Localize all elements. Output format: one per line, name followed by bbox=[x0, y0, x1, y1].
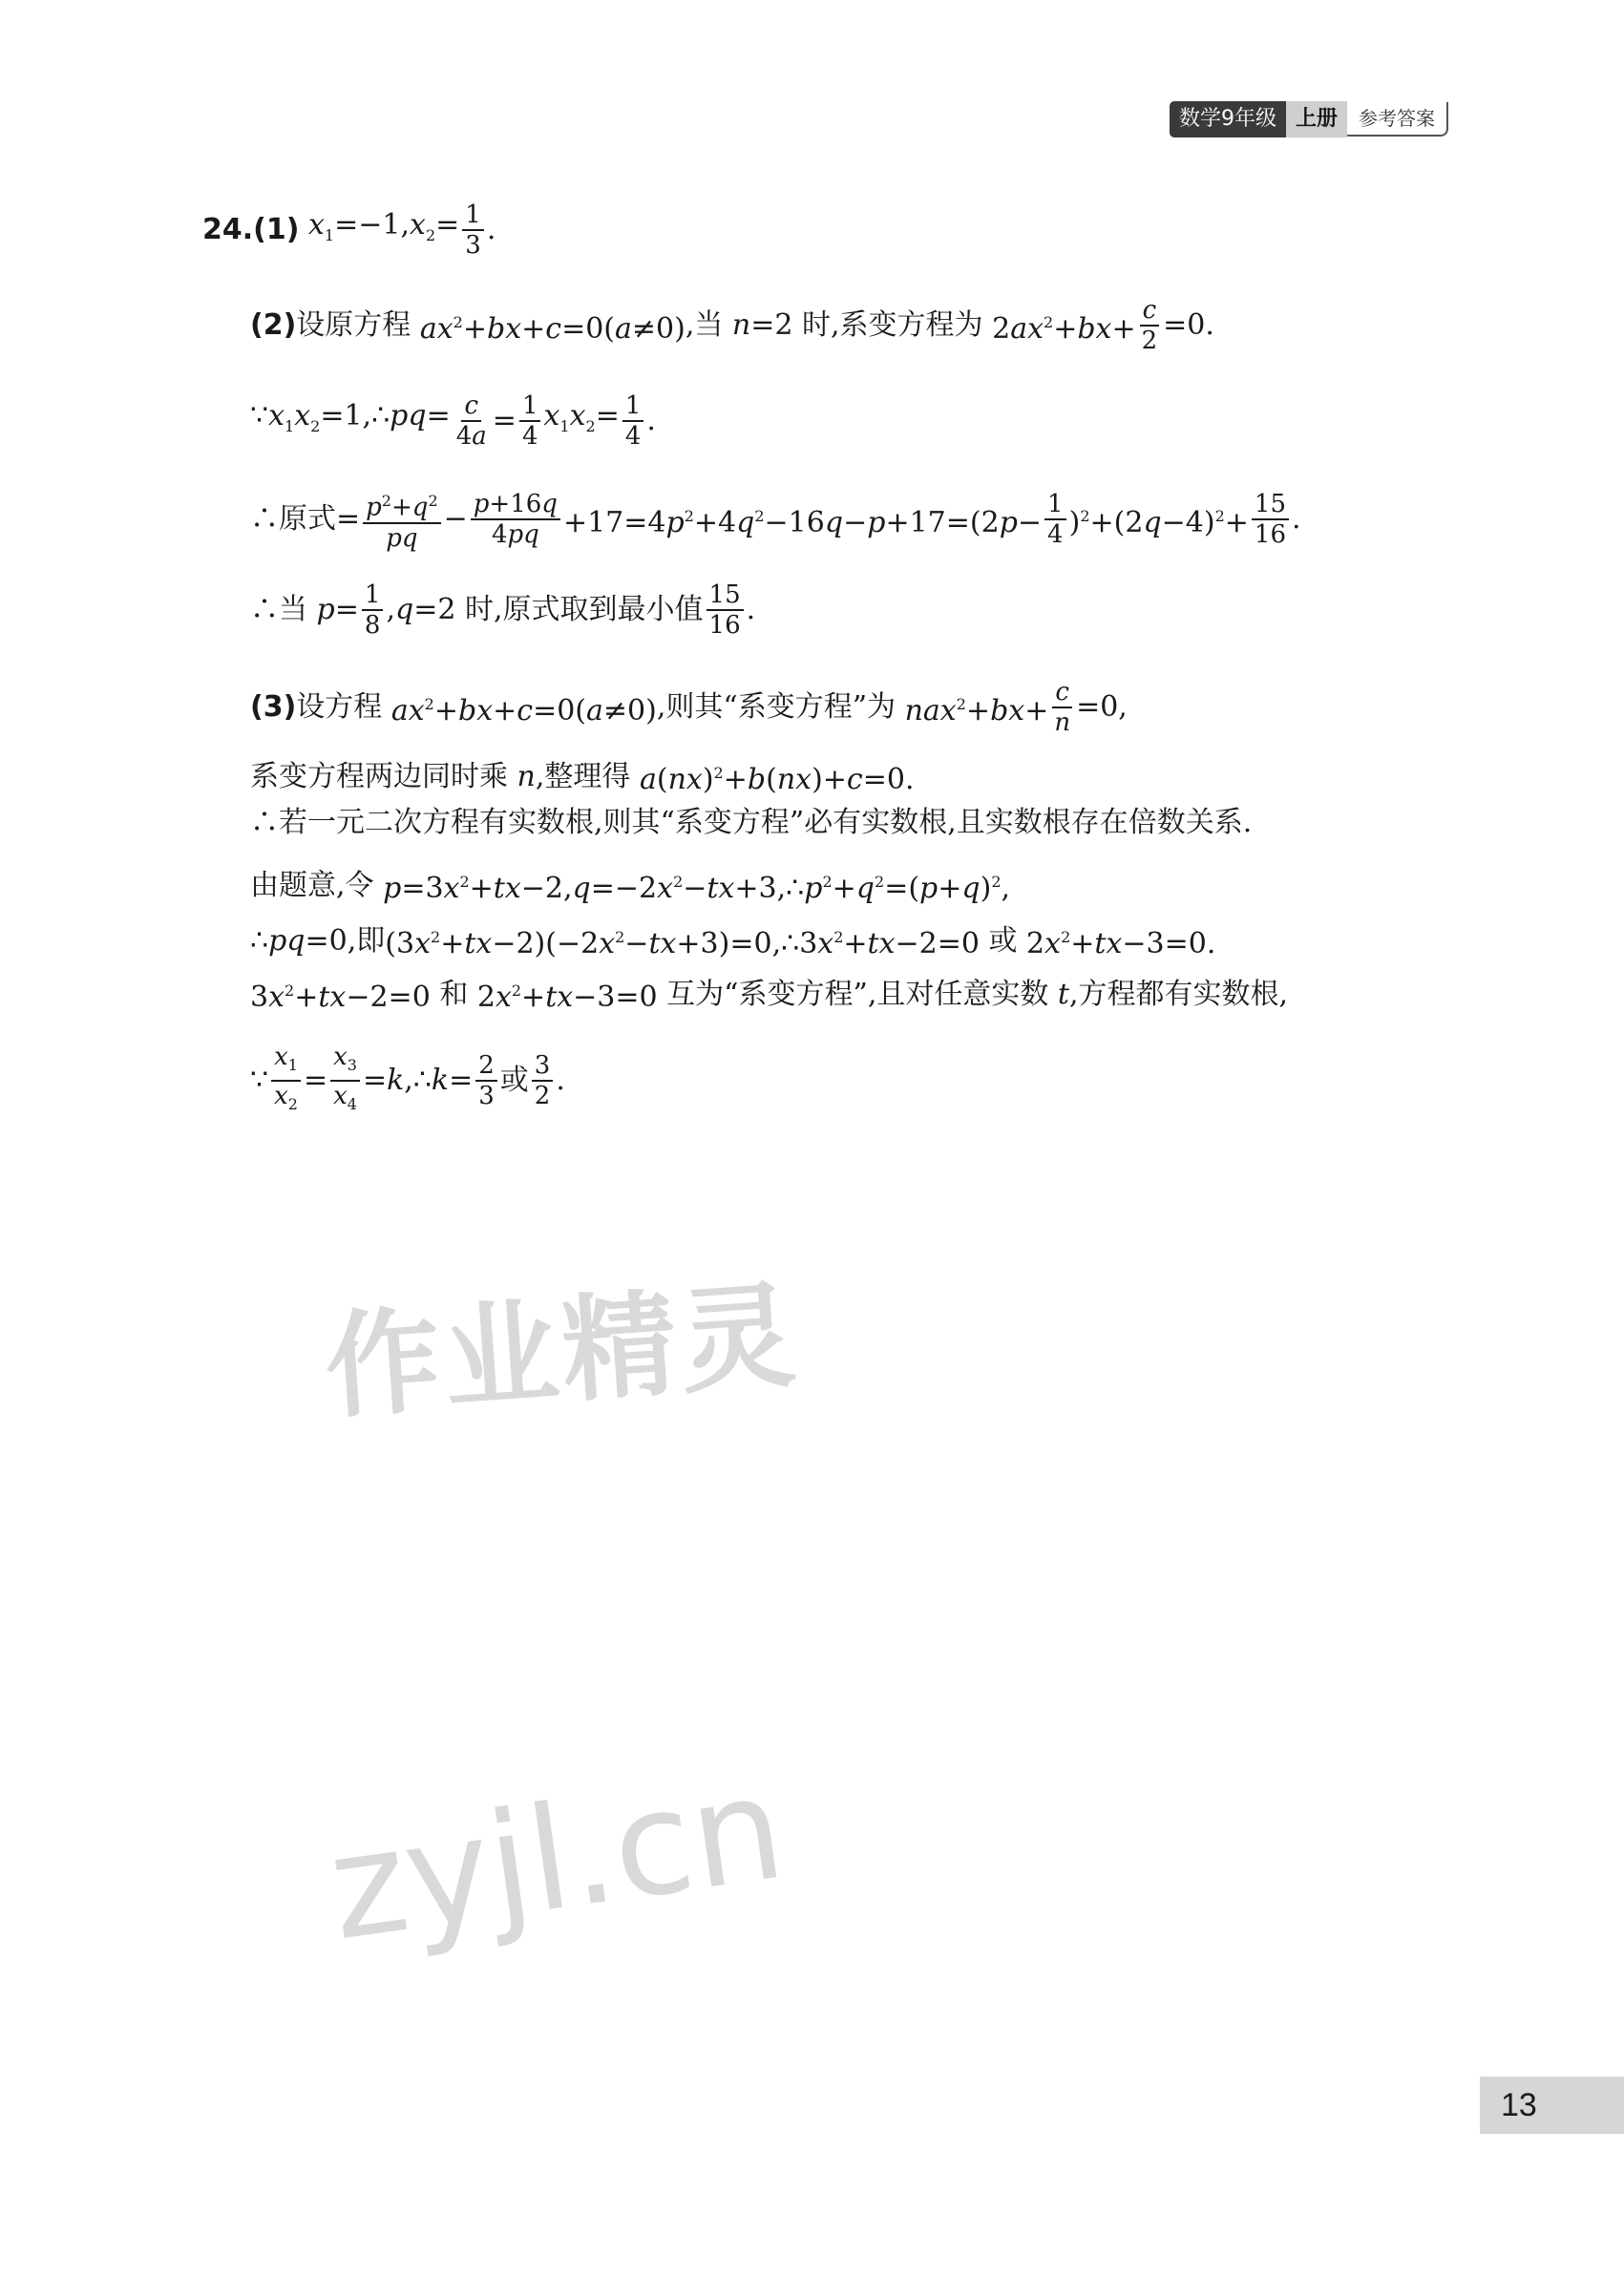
p2-when: ,当 bbox=[685, 308, 724, 342]
page-number: 13 bbox=[1480, 2077, 1624, 2134]
part3-label: (3) bbox=[250, 690, 297, 724]
header-volume: 上册 bbox=[1286, 101, 1347, 137]
orig-expr-label: ∴原式= bbox=[250, 502, 361, 537]
watermark-url: zyjl.cn bbox=[320, 1744, 793, 1973]
p2-min-mid: 时,原式取到最小值 bbox=[464, 593, 704, 626]
p3-line5b: ,即 bbox=[347, 923, 386, 958]
page-header bbox=[1170, 101, 1448, 137]
p2-then: 时,系变方程为 bbox=[802, 308, 983, 342]
header-subject: 数学9年级 bbox=[1170, 101, 1286, 137]
part3-line5: ∴ pq=0 ,即 $(3x^2+tx-2)(-2x^2-tx+3)=0,\therefore 3x^2+tx-2=0$ 或 $2x^2+tx-3=0$. bbox=[250, 923, 1216, 960]
header-answers: 参考答案 bbox=[1347, 102, 1448, 137]
watermark-brand: 作业精灵 bbox=[321, 1269, 803, 1436]
part3-line4: 由题意,令 $p=3x^2+tx-2,q=-2x^2-tx+3,\therefore p^2+q^2=(p+q)^2$, bbox=[250, 868, 1011, 905]
p3-line5a: ∴ bbox=[250, 923, 269, 958]
part1-label: (1) bbox=[253, 213, 300, 246]
part2-label: (2) bbox=[250, 308, 297, 342]
part3-line1: (3) 设方程 $ax^2+bx+c=0(a\ne 0)$ ,则其“系变方程”为 nax$^2$+bx+ $\frac{c}{n}$ =0, bbox=[250, 678, 1128, 737]
part2-line4: ∴当 p= $\frac{1}{8}$ ,q=2 时,原式取到最小值 $\frac{15}{16}$ . bbox=[250, 580, 756, 640]
p2-intro: 设原方程 bbox=[296, 308, 411, 342]
p3-line2: 系变方程两边同时乘 bbox=[250, 759, 508, 793]
p3-line2b: ,整理得 bbox=[535, 759, 631, 793]
p2-min-prefix: ∴当 bbox=[250, 593, 307, 626]
p3-line4: 由题意,令 bbox=[250, 868, 374, 902]
part1-line: 24. (1) $x_1=-1,x_2=$ $\frac{1}{3}$ . bbox=[202, 200, 496, 260]
p3-line6c: ,方程都有实数根, bbox=[1068, 977, 1289, 1011]
part2-line3: ∴原式= $\frac{p^2+q^2}{pq}$ − $\frac{p+16q}{4pq}$ $+17=4p^2+4q^2-16q-p+17=(2p-$ $\frac{1}{4}$ )$^2+(2q-4)^2+$ $\frac{15}{16}$ . bbox=[250, 487, 1301, 553]
part3-line6: $3x^2+tx-2=0$ 和 $2x^2+tx-3=0$ 互为“系变方程”,且对任意实数 t ,方程都有实数根, bbox=[250, 977, 1289, 1014]
p3-then: ,则其“系变方程”为 bbox=[656, 690, 896, 724]
part2-line1: (2) 设原方程 $ax^2+bx+c=0(a\ne 0)$ ,当 n=2 时,系变方程为 $2ax^2+bx+$ $\frac{c}{2}$ =0. bbox=[250, 296, 1214, 355]
part2-line2: $\because x_1x_2=1,\therefore pq=$ $\frac{c}{4a}$ = $\frac{1}{4}$ $x_1x_2=$ $\frac{1}{4}$ . bbox=[250, 391, 656, 451]
part3-line3 bbox=[250, 804, 1252, 842]
problem-number: 24. bbox=[202, 213, 254, 246]
p3-line6a: 和 bbox=[439, 977, 469, 1011]
part3-line2: 系变方程两边同时乘 n ,整理得 a(nx)$^2$+b(nx)+c=0. bbox=[250, 759, 915, 796]
part3-line7: ∵ $\frac{x_1}{x_2}$ = $\frac{x_3}{x_4}$ =k,∴k= $\frac{2}{3}$ 或 $\frac{3}{2}$ . bbox=[250, 1043, 565, 1114]
p3-line3: ∴若一元二次方程有实数根,则其“系变方程”必有实数根,且实数根存在倍数关系. bbox=[250, 806, 1253, 839]
p3-or: 或 bbox=[988, 923, 1018, 958]
p3-or-2: 或 bbox=[499, 1064, 529, 1098]
p3-line6b: 互为“系变方程”,且对任意实数 bbox=[666, 977, 1049, 1011]
p3-intro: 设方程 bbox=[296, 690, 383, 724]
